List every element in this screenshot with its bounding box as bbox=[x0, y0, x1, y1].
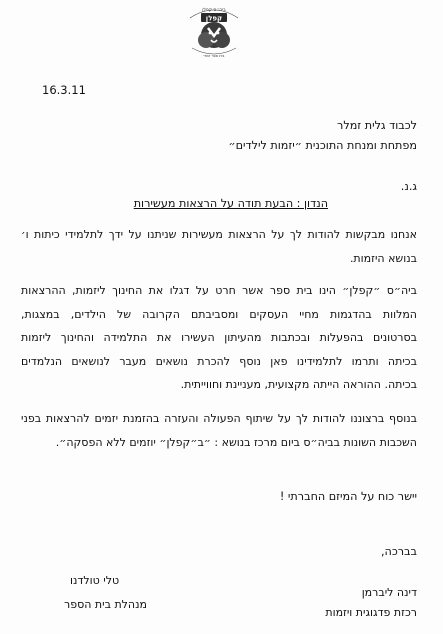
signature-left-name: טלי טולדנו bbox=[70, 574, 120, 587]
paragraph-2 bbox=[21, 279, 417, 397]
paragraph-2-line: בכיתה. ההוראה הייתה מקצועית, מעניינת וחווייתית. bbox=[180, 378, 417, 392]
paragraph-1-line: אנחנו מבקשות להודות לך על הרצאות מעשירות שניתנו על ידך לתלמידי כיתות ו׳ bbox=[21, 228, 417, 241]
paragraph-3 bbox=[21, 407, 417, 454]
paragraph-1-line: בנושא היזמות. bbox=[349, 251, 417, 265]
signature-right-title: רכזת פדגוגית ויזמות bbox=[325, 606, 417, 619]
thanks-line: יישר כוח על המיזם החברתי ! bbox=[279, 490, 417, 503]
paragraph-3-line: השכבות השונות בביה״ס ביום מרכז בנושא : ״ב״קפלן״ יוזמים ללא הפסקה״. bbox=[55, 435, 417, 449]
paragraph-2-line: המלוות בהדגמות מחיי העסקים ומסביבתם הקרובה של הילדים, במצגות, bbox=[21, 307, 417, 321]
recipient-title: מפתחת ומנחת התוכנית ״יזמות לילדים״ bbox=[228, 139, 417, 152]
recipient-name: לכבוד גלית זמלר bbox=[337, 119, 417, 132]
school-logo bbox=[184, 4, 244, 60]
greeting: ג.נ. bbox=[400, 180, 417, 193]
school-emblem-icon bbox=[184, 4, 244, 60]
svg-text:קפלן: קפלן bbox=[205, 14, 223, 23]
paragraph-3-line: בנוסף ברצוננו להודות לך על שיתוף הפעולה והעזרה בהזמנת יזמים להרצאות בפני bbox=[21, 412, 417, 425]
paragraph-2-line: בכיתה ותרמו לתלמידינו פאן נוסף להכרת נושאים מעבר לנושאים הנלמדים bbox=[21, 354, 417, 368]
letter-date: 16.3.11 bbox=[42, 83, 86, 97]
signature-right-name: דינה ליברמן bbox=[361, 586, 417, 599]
svg-text:ביה״ס קפלן: ביה״ס קפלן bbox=[202, 8, 226, 13]
paragraph-1 bbox=[21, 223, 417, 270]
subject-line: הנדון : הבעת תודה על הרצאות מעשירות bbox=[133, 197, 328, 210]
paragraph-2-line: בסרטונים בהפעלות ובכתבות מהעיתון העשירו את התלמידה והחינוך ליזמות bbox=[21, 331, 417, 345]
paragraph-2-line: ביה״ס ״קפלן״ הינו בית ספר אשר חרט על דגלו את החינוך ליזמות, ההרצאות bbox=[21, 284, 417, 297]
svg-text:בית ספר יסודי: בית ספר יסודי bbox=[203, 54, 225, 58]
closing: בברכה, bbox=[380, 545, 417, 558]
signature-left-title: מנהלת בית הספר bbox=[64, 598, 147, 611]
